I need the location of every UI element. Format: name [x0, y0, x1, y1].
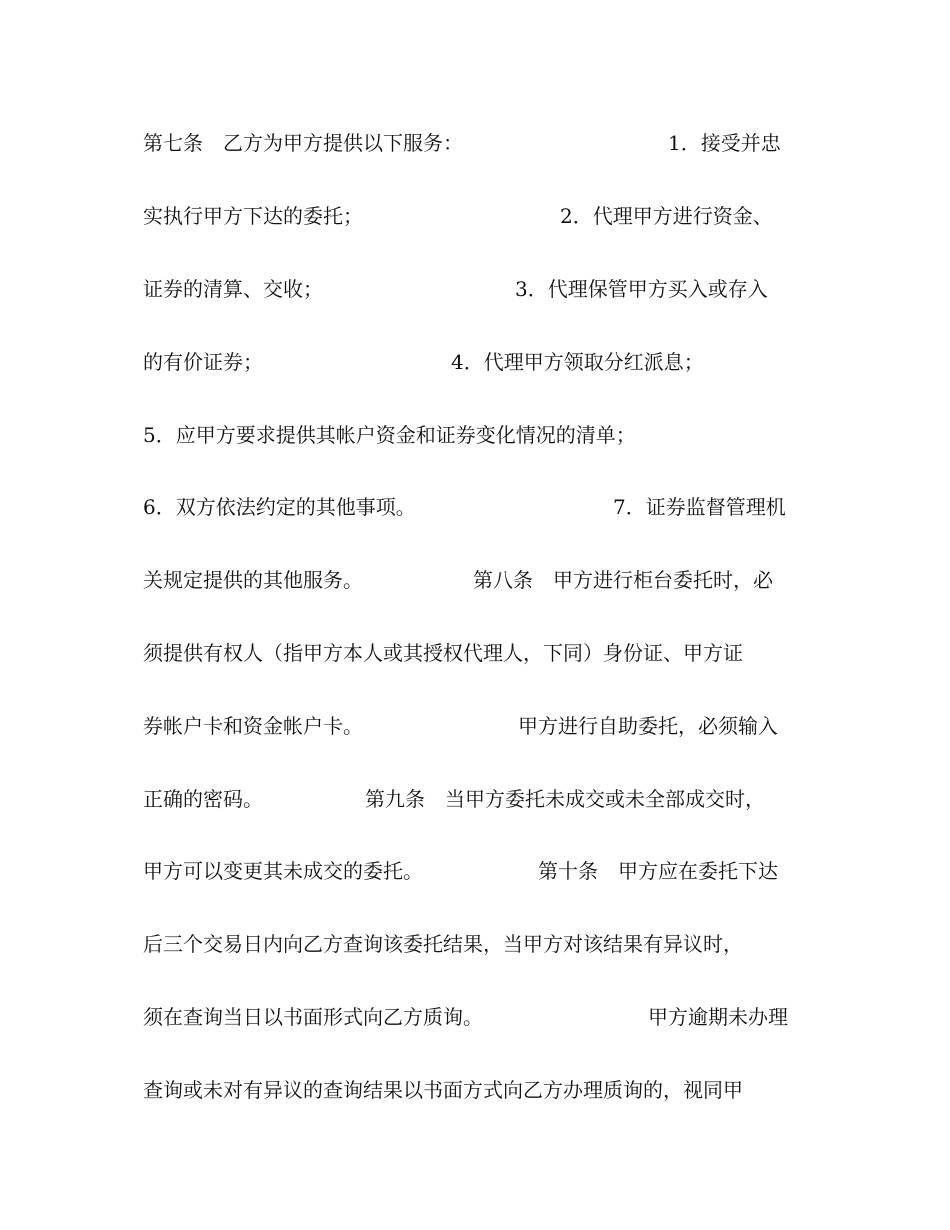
text-segment: 券帐户卡和资金帐户卡。: [143, 714, 363, 738]
text-segment: 查询或未对有异议的查询结果以书面方式向乙方办理质询的，视同甲: [143, 1078, 743, 1102]
text-segment: 须提供有权人（指甲方本人或其授权代理人，下同）身份证、甲方证: [143, 641, 743, 665]
text-segment: 证券的清算、交收；: [143, 277, 323, 301]
text-segment: 第七条 乙方为甲方提供以下服务：: [143, 131, 463, 155]
text-line: [143, 1075, 803, 1105]
text-segment: 正确的密码。: [143, 787, 263, 811]
text-line: [143, 420, 803, 450]
text-segment: 后三个交易日内向乙方查询该委托结果，当甲方对该结果有异议时，: [143, 932, 743, 956]
text-line: [143, 492, 803, 522]
text-segment: 关规定提供的其他服务。: [143, 568, 363, 592]
text-segment: 甲方可以变更其未成交的委托。: [143, 859, 423, 883]
text-segment: 1．接受并忠: [668, 131, 781, 155]
text-line: [143, 201, 803, 231]
text-segment: 2．代理甲方进行资金、: [560, 204, 773, 228]
text-segment: 甲方逾期未办理: [648, 1005, 788, 1029]
text-segment: 实执行甲方下达的委托；: [143, 204, 363, 228]
text-segment: 甲方进行自助委托，必须输入: [518, 714, 778, 738]
text-segment: 第十条 甲方应在委托下达: [538, 859, 778, 883]
text-segment: 6．双方依法约定的其他事项。: [143, 495, 416, 519]
text-line: [143, 856, 803, 886]
text-line: [143, 711, 803, 741]
text-line: [143, 565, 803, 595]
text-line: [143, 128, 803, 158]
text-segment: 3．代理保管甲方买入或存入: [515, 277, 768, 301]
text-segment: 4．代理甲方领取分红派息；: [451, 350, 704, 374]
text-segment: 第八条 甲方进行柜台委托时，必: [473, 568, 773, 592]
text-segment: 第九条 当甲方委托未成交或未全部成交时，: [365, 787, 765, 811]
text-line: [143, 1002, 803, 1032]
text-segment: 7．证券监督管理机: [613, 495, 786, 519]
text-segment: 的有价证券；: [143, 350, 263, 374]
text-line: [143, 929, 803, 959]
text-line: [143, 784, 803, 814]
text-line: [143, 347, 803, 377]
text-segment: 须在查询当日以书面形式向乙方质询。: [143, 1005, 483, 1029]
text-line: [143, 274, 803, 304]
text-segment: 5．应甲方要求提供其帐户资金和证券变化情况的清单；: [143, 423, 636, 447]
text-line: [143, 638, 803, 668]
